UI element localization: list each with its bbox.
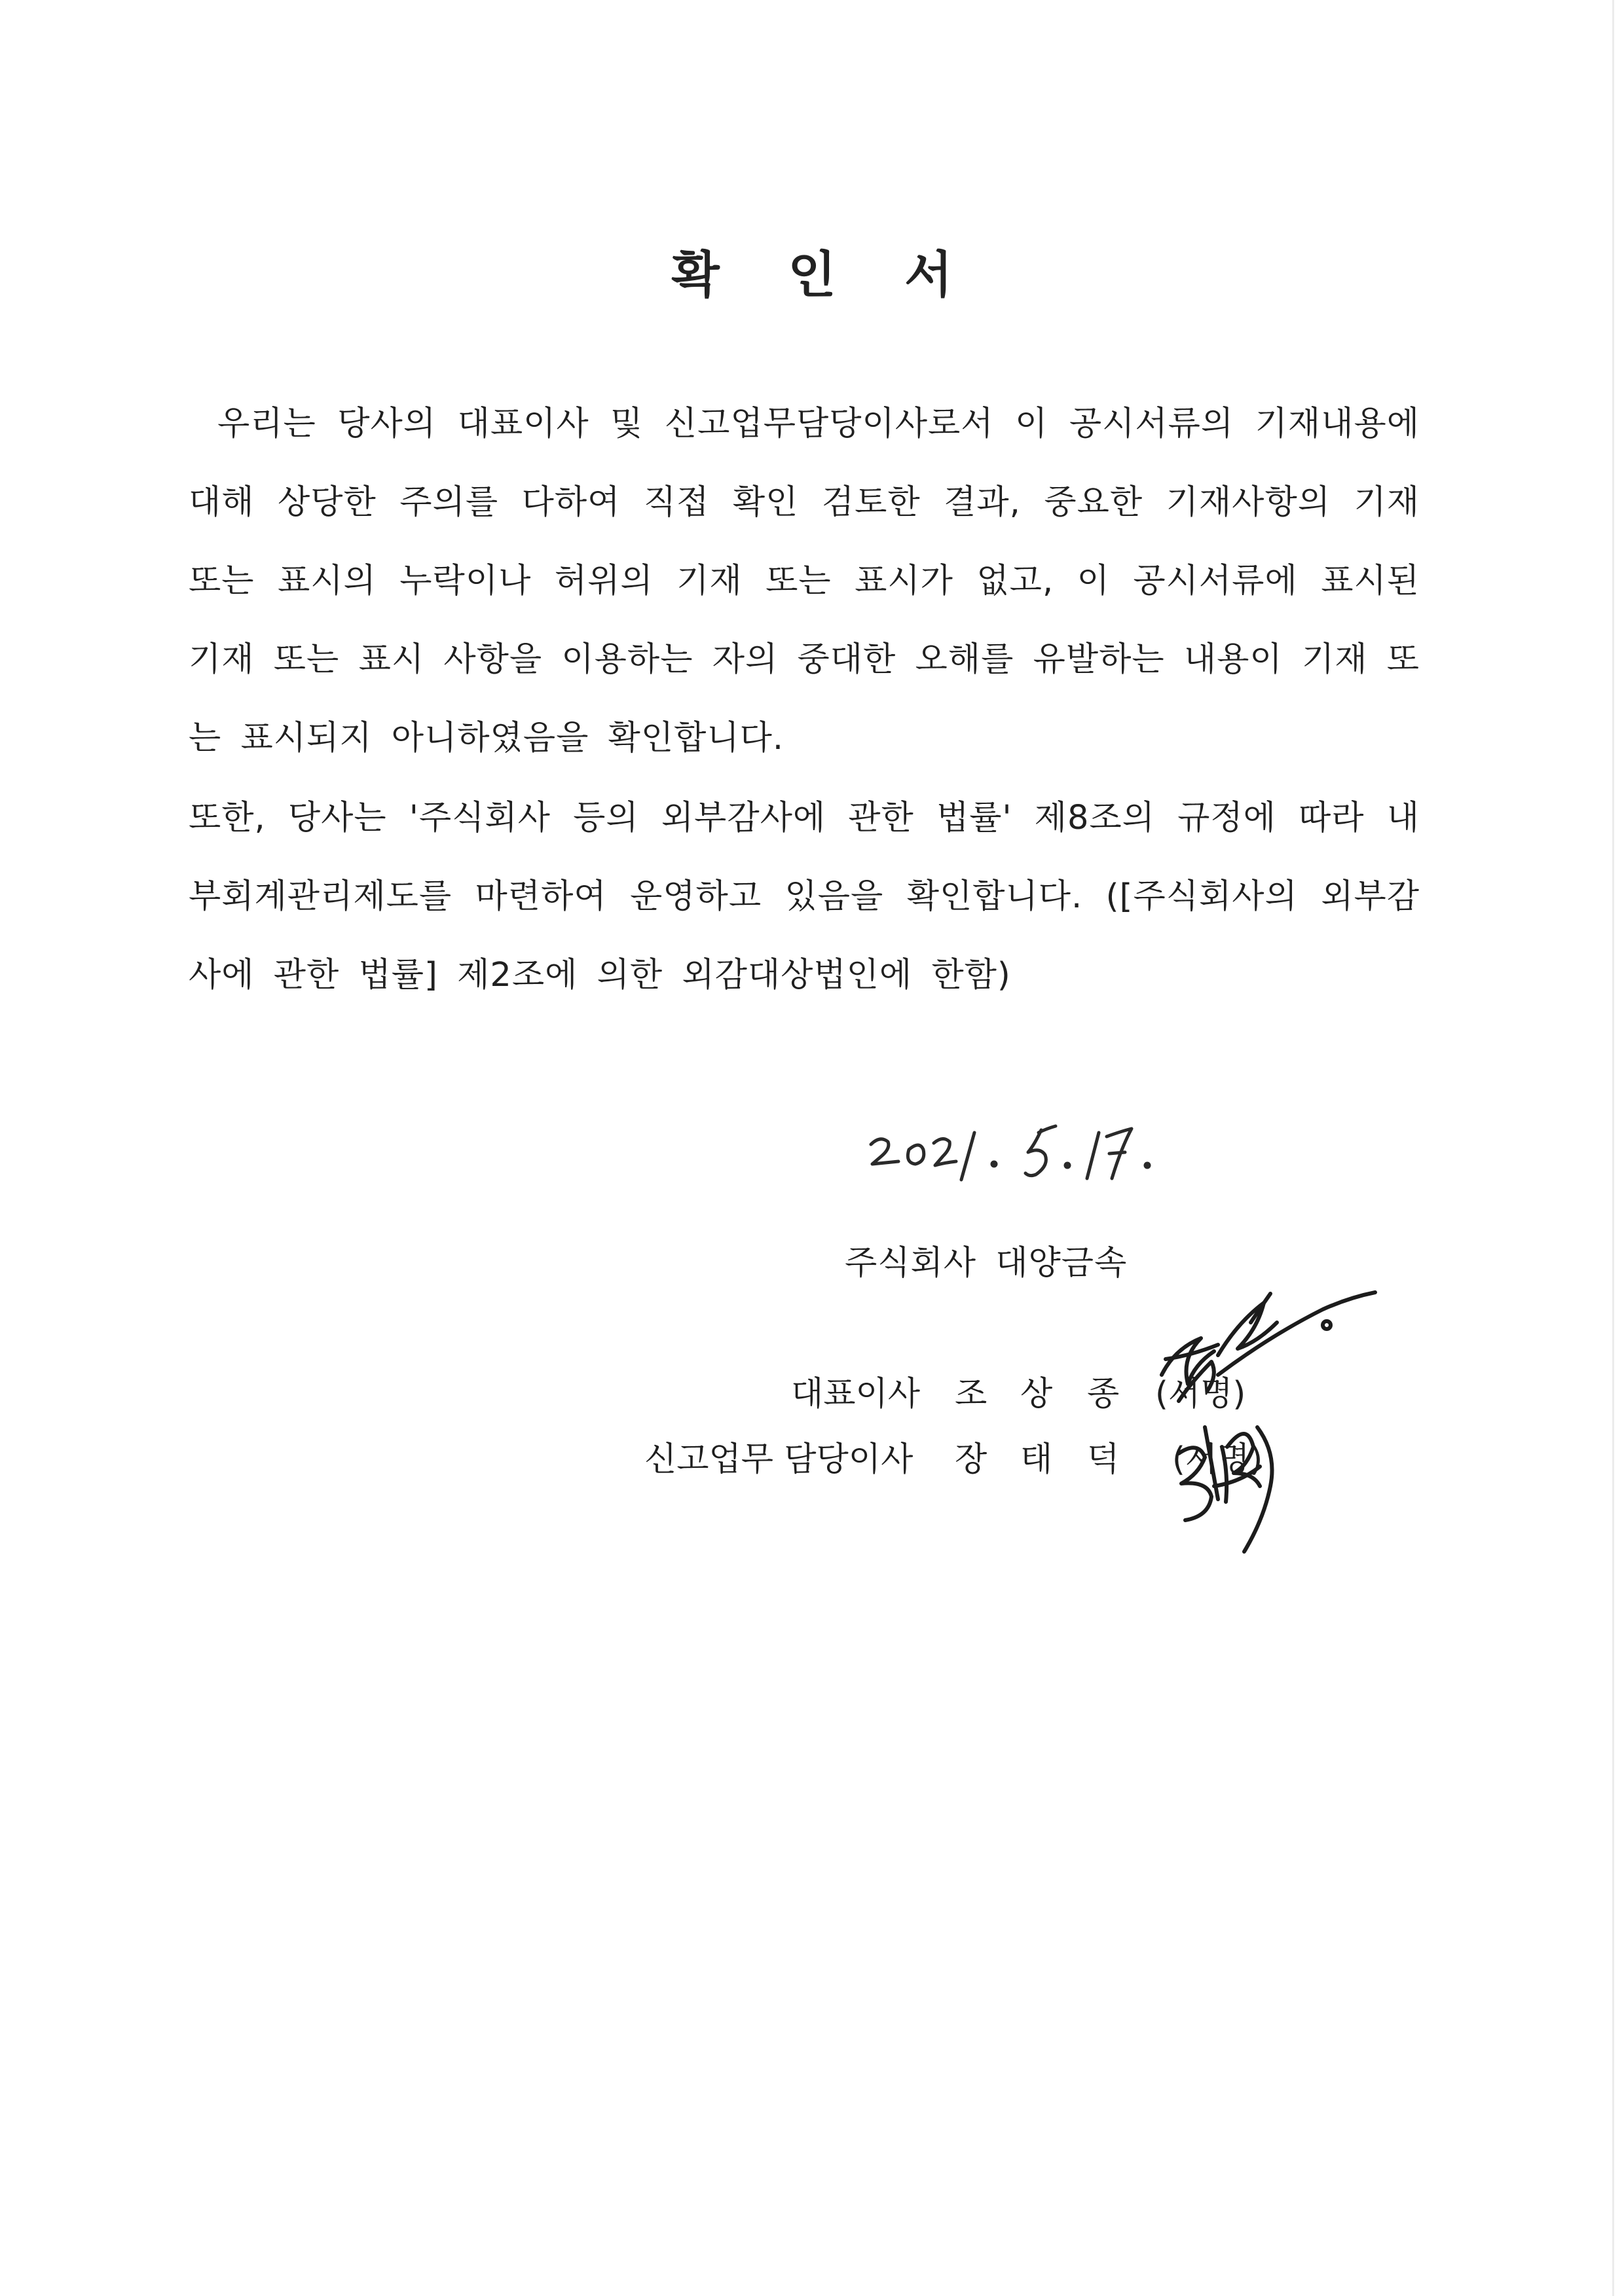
handwritten-date	[845, 1093, 1238, 1198]
signer-role: 신고업무 담당이사	[644, 1440, 913, 1479]
signer-name-char: 종	[1087, 1375, 1120, 1413]
ceo-signature	[1139, 1277, 1401, 1427]
company-name: 주식회사 대양금속	[845, 1244, 1128, 1283]
disclosure-officer-signature	[1159, 1408, 1297, 1565]
signer-name-char: 장	[955, 1440, 987, 1479]
document-title: 확 인 서	[671, 246, 953, 304]
signer-name-char: 상	[1020, 1375, 1053, 1413]
page-edge	[1612, 0, 1614, 2296]
signer-row-disclosure-officer	[0, 1427, 1624, 1493]
signer-name-char: 덕	[1087, 1440, 1120, 1479]
signer-name-char: 조	[955, 1375, 987, 1413]
signature-label: (서명)	[1172, 1440, 1263, 1479]
signer-role: 대표이사	[791, 1375, 921, 1413]
paragraph-confirmation: 우리는 당사의 대표이사 및 신고업무담당이사로서 이 공시서류의 기재내용에 대해 상당한 주의를 다하여 직접 확인 검토한 결과, 중요한 기재사항의 기재 또는 표시의 누락이나 허위의 기재 또는 표시가 없고, 이 공시서류에 표시된 기재 또는 표시 사항을 이용하는 자의 중대한 오해를 유발하는 내용이 기재 또는 표시되지 아니하였음을 확인합니다.	[189, 405, 1420, 757]
paragraph-internal-control: 또한, 당사는 '주식회사 등의 외부감사에 관한 법률' 제8조의 규정에 따라 내부회계관리제도를 마련하여 운영하고 있음을 확인합니다. ([주식회사의 외부감사에 관한 법률] 제2조에 의한 외감대상법인에 한함)	[189, 799, 1420, 994]
signature-label: (서명)	[1155, 1375, 1246, 1413]
signer-name-char: 태	[1020, 1440, 1053, 1479]
